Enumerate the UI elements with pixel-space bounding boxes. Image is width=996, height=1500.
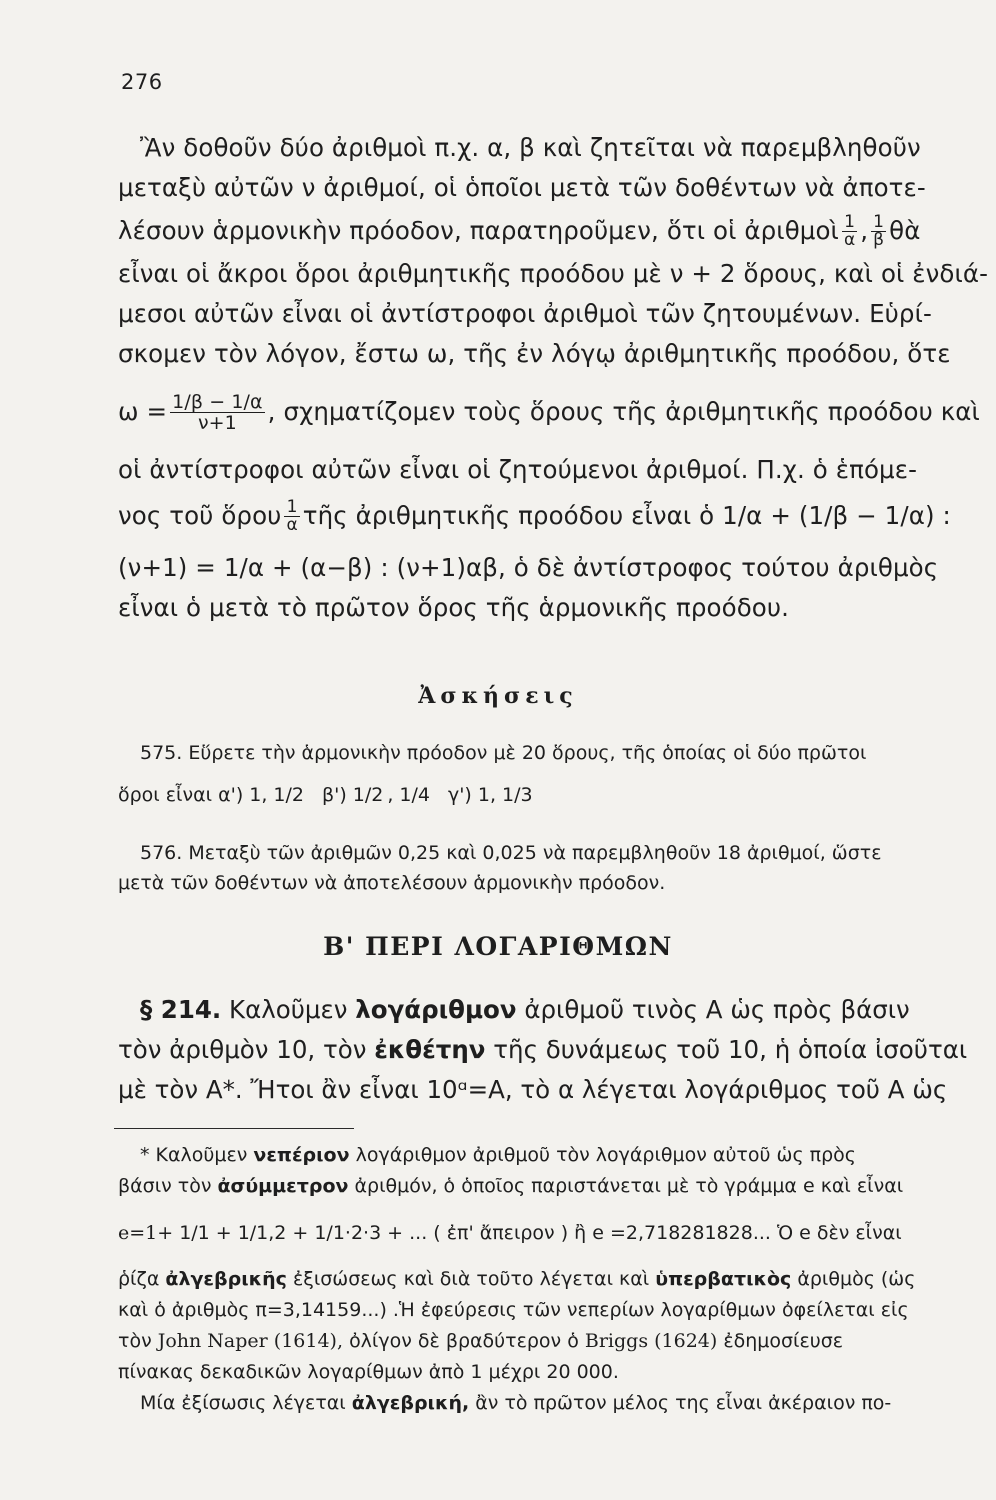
text-line: σκομεν τὸν λόγον, ἔστω ω, τῆς ἐν λόγῳ ἀριθμητικῆς προόδου, ὅτε (118, 339, 951, 368)
fraction: $\frac{1}{\alpha}$ (843, 211, 856, 250)
text-segment: ἂν τὸ πρῶτον μέλος της εἶναι ἀκέραιον πο- (475, 1392, 892, 1414)
option-b: β') (322, 784, 347, 806)
main-paragraph (118, 128, 989, 628)
text-segment: βάσιν τὸν (118, 1175, 212, 1197)
fraction-text: 1/1 (179, 1221, 210, 1244)
footnote-line (118, 1171, 958, 1202)
fraction-text: 1/4 (399, 784, 430, 806)
option-c: γ') 1, (447, 784, 497, 806)
person-name: John Naper (1614), (157, 1330, 344, 1352)
text-segment: τὸν ἀριθμὸν 10, τὸν (118, 1035, 367, 1064)
footnote-line (118, 1264, 958, 1295)
text-line: (ν+1) = 1/α + (α−β) : (ν+1)αβ, ὁ δὲ ἀντίστροφος τούτου ἀριθμὸς (118, 553, 939, 582)
text-segment: ὀλίγον δὲ βραδύτερον ὁ (349, 1330, 579, 1352)
footnote-line (118, 1140, 958, 1171)
text-segment: τῆς ἀριθμητικῆς προόδου εἶναι ὁ (302, 501, 715, 530)
footnote-line: πίνακας δεκαδικῶν λογαρίθμων ἀπὸ 1 μέχρι 20 000. (118, 1361, 619, 1383)
equation-start: e=1+ (118, 1221, 174, 1244)
text-line: μὲ τὸν Α*. Ἤτοι ἂν εἶναι 10ᵅ=Α, τὸ α λέγεται λογάριθμος τοῦ Α ὡς (118, 1075, 948, 1104)
exercise-575 (118, 738, 958, 810)
text-segment: λέσουν ἁρμονικὴν πρόοδον, παρατηροῦμεν, ὅτι οἱ ἀριθμοὶ (118, 216, 839, 245)
text-segment: Καλοῦμεν (229, 995, 348, 1024)
exercise-text: 576. Μεταξὺ τῶν ἀριθμῶν 0,25 καὶ 0,025 νὰ παρεμβληθοῦν 18 ἀριθμοί, ὥστε (140, 842, 882, 864)
text-segment: ἐξισώσεως καὶ διὰ τοῦτο λέγεται καὶ (292, 1268, 650, 1290)
omega-label: ω = (118, 397, 168, 426)
fraction-text: 1/3 (502, 784, 533, 806)
exercise-text: μετὰ τῶν δοθέντων νὰ ἀποτελέσουν ἁρμονικὴν πρόοδον. (118, 872, 666, 894)
text-line-with-fractions: λέσουν ἁρμονικὴν πρόοδον, παρατηροῦμεν, ὅτι οἱ ἀριθμοὶ $\frac{1}{\alpha}$ , $\frac{1}{\beta}$ θὰ (118, 211, 921, 250)
defined-term: λογάριθμον (355, 995, 517, 1024)
text-line (118, 990, 958, 1030)
fraction-text: 1/1,2 (237, 1221, 287, 1244)
fraction-text: 1/1·2·3 (314, 1221, 382, 1244)
text-segment: Μία ἐξίσωσις λέγεται (140, 1392, 346, 1414)
footnote (118, 1140, 958, 1419)
text-segment: , σχηματίζομεν τοὺς ὅρους τῆς ἀριθμητικῆς προόδου καὶ (267, 397, 980, 426)
text-line: εἶναι ὁ μετὰ τὸ πρῶτον ὅρος τῆς ἁρμονικῆς προόδου. (118, 593, 790, 622)
omega-equation (118, 374, 980, 450)
text-line (118, 1030, 968, 1070)
footnote-line (118, 1388, 958, 1419)
text-line: εἶναι οἱ ἄκροι ὅροι ἀριθμητικῆς προόδου μὲ ν + 2 ὅρους, καὶ οἱ ἐνδιά- (118, 259, 989, 288)
text-segment: ῥίζα (118, 1268, 160, 1290)
section-number: § 214. (140, 995, 222, 1024)
text-segment: τῆς δυνάμεως τοῦ 10, ἡ ὁποία ἰσοῦται (493, 1035, 968, 1064)
text-line: Ἂν δοθοῦν δύο ἀριθμοὶ π.χ. α, β καὶ ζητεῖται νὰ παρεμβληθοῦν (140, 133, 921, 162)
defined-term: ἀσύμμετρον (217, 1175, 349, 1197)
section-214 (118, 990, 968, 1110)
text-segment: ἀριθμοῦ τινὸς Α ὡς πρὸς βάσιν (524, 995, 910, 1024)
footnote-line: καὶ ὁ ἀριθμὸς π=3,14159...) .Ἡ ἐφεύρεσις τῶν νεπερίων λογαρίθμων ὀφείλεται εἰς (118, 1299, 909, 1321)
defined-term: ἀλγεβρική, (351, 1392, 470, 1414)
option-a: ὅροι εἶναι α') 1, (118, 784, 268, 806)
text-line-with-fractions (118, 490, 958, 542)
fraction-text: 1/2 (273, 784, 304, 806)
exercise-options: ὅροι εἶναι α') 1, 1/2 β') 1/2 , 1/4 γ') 1, 1/3 (118, 780, 958, 810)
defined-term: νεπέριον (253, 1144, 350, 1166)
text-line: οἱ ἀντίστροφοι αὐτῶν εἶναι οἱ ζητούμενοι ἀριθμοί. Π.χ. ὁ ἑπόμε- (118, 455, 918, 484)
chapter-title: Β' ΠΕΡΙ ΛΟΓΑΡΙΘΜΩΝ (323, 932, 673, 961)
person-name: Briggs (1624) (584, 1330, 718, 1352)
defined-term: ἐκθέτην (374, 1035, 486, 1064)
footnote-divider (114, 1128, 354, 1129)
defined-term: ὑπερβατικὸς (655, 1268, 792, 1290)
fraction-text: 1/2 (352, 784, 384, 806)
exercises-heading: Ἀσκήσεις (418, 683, 578, 709)
text-line: μεταξὺ αὐτῶν ν ἀριθμοί, οἱ ὁποῖοι μετὰ τῶν δοθέντων νὰ ἀποτε- (118, 173, 926, 202)
formula-segment: 1/α + (1/β − 1/α) : (722, 501, 951, 530)
text-segment: ἐδημοσίευσε (723, 1330, 844, 1352)
text-segment: λογάριθμον ἀριθμοῦ τὸν λογάριθμον αὐτοῦ ὡς πρὸς (355, 1144, 856, 1166)
text-segment: + ... ( ἐπ' ἄπειρον ) ἢ e =2,718281828... Ὁ e δὲν εἶναι (387, 1221, 902, 1244)
text-segment: τὸν (118, 1330, 152, 1352)
exercise-text: 575. Εὕρετε τὴν ἁρμονικὴν πρόοδον μὲ 20 ὅρους, τῆς ὁποίας οἱ δύο πρῶτοι (140, 742, 867, 764)
text-segment: ἀριθμὸς (ὡς (797, 1268, 916, 1290)
fraction: $\frac{1}{\beta}$ (873, 211, 885, 250)
footnote-line (118, 1326, 958, 1357)
exercise-576 (118, 838, 958, 898)
fraction: $\frac{1}{\alpha}$ (286, 496, 298, 535)
defined-term: ἀλγεβρικῆς (165, 1268, 287, 1290)
e-series-equation: e=1+ 1/1 + 1/1,2 + 1/1·2·3 + ... ( ἐπ' ἄπειρον ) ἢ e =2,718281828... Ὁ e δὲν εἶναι (118, 1202, 958, 1264)
text-segment: θὰ (889, 216, 921, 245)
omega-fraction: $\frac{1/\beta - 1/\alpha}{\nu+1}$ (172, 390, 263, 434)
text-segment: ἀριθμόν, ὁ ὁποῖος παριστάνεται μὲ τὸ γράμμα e καὶ εἶναι (354, 1175, 904, 1197)
page-number: 276 (121, 70, 163, 94)
text-segment: * Καλοῦμεν (140, 1144, 248, 1166)
text-line: μεσοι αὐτῶν εἶναι οἱ ἀντίστροφοι ἀριθμοὶ τῶν ζητουμένων. Εὑρί- (118, 299, 932, 328)
text-segment: νος τοῦ ὅρου (118, 501, 282, 530)
